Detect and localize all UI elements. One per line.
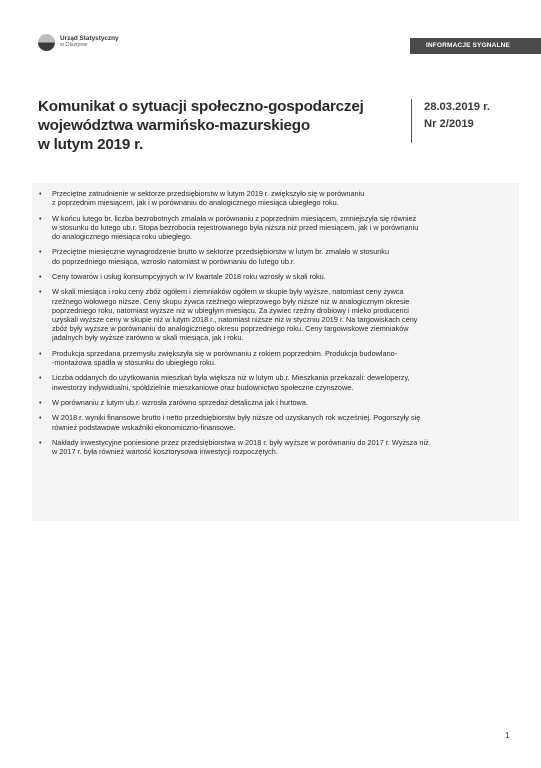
logo-name: Urząd Statystyczny <box>60 35 119 43</box>
bullet-icon: • <box>39 271 42 281</box>
title-line: w lutym 2019 r. <box>38 136 144 153</box>
summary-item <box>39 272 511 281</box>
summary-text: Przeciętne miesięczne wynagrodzenie brutto w sektorze przedsiębiorstw w lutym br. zmalało w stosunku <box>52 247 390 257</box>
summary-item <box>39 214 511 242</box>
summary-text: Nakłady inwestycyjne poniesione przez przedsiębiorstwa w 2018 r. były wyższe w porównaniu do 2017 r. Wyższa niż <box>52 437 429 447</box>
bullet-icon: • <box>39 348 42 358</box>
summary-text: zbóż były wyższe w porównaniu do analogicznego okresu poprzedniego roku. Ceny targowiskowe ziemniaków <box>52 324 409 334</box>
title-line: Komunikat o sytuacji społeczno-gospodarczej <box>38 98 364 115</box>
summary-text: w stosunku do lutego ub.r. Stopa bezrobocia rejestrowanego była niższa niż przed miesiącem, jak i w porównaniu <box>52 222 419 232</box>
summary-text: Liczba oddanych do użytkowania mieszkań była większa niż w lutym ub.r. Mieszkania przekazali: deweloperzy, <box>52 373 410 383</box>
summary-text: do analogicznego miesiąca roku ubiegłego. <box>52 232 192 241</box>
logo-text <box>60 36 119 48</box>
summary-item <box>39 398 511 407</box>
bullet-icon: • <box>39 213 42 223</box>
summary-text: rzeźnego wołowego niższe. Ceny skupu żywca rzeźnego wieprzowego były niższe niż w analogicznym okresie <box>52 296 410 306</box>
summary-text: uzyskali wyższe ceny w skupie niż w lutym 2018 r., natomiast niższe niż w styczniu 2019 r. Na targowiskach ceny <box>52 314 418 324</box>
summary-box <box>32 183 519 521</box>
page-number: 1 <box>505 731 510 740</box>
logo <box>38 34 119 51</box>
logo-location: w Olsztynie <box>60 42 88 49</box>
release-number: Nr 2/2019 <box>424 118 474 130</box>
title-line: województwa warmińsko-mazurskiego <box>38 117 310 134</box>
bullet-icon: • <box>39 413 42 423</box>
bullet-icon: • <box>39 287 42 297</box>
summary-item <box>39 287 511 342</box>
summary-text: W 2018 r. wyniki finansowe brutto i netto przedsiębiorstw były niższe od uzyskanych rok wcześniej. Pogorszyły się <box>52 413 421 423</box>
bullet-icon: • <box>39 247 42 257</box>
summary-text: do poprzedniego miesiąca, wzrosło natomiast w porównaniu do lutego ub.r. <box>52 256 295 266</box>
logo-mark-icon <box>38 34 55 51</box>
summary-item <box>39 413 511 431</box>
summary-text: poprzedniego roku, natomiast wyższe niż w ubiegłym miesiącu. Za żywiec rzeźny drobiowy i mleko producenci <box>52 305 409 315</box>
summary-text: z poprzednim miesiącem, jak i w porównaniu do analogicznego miesiąca ubiegłego roku. <box>52 198 339 208</box>
summary-text: Ceny towarów i usług konsumpcyjnych w IV kwartale 2018 roku wzrosły w skali roku. <box>52 271 326 281</box>
release-meta <box>424 99 490 133</box>
summary-item <box>39 349 511 367</box>
summary-item <box>39 373 511 391</box>
summary-text: również podstawowe wskaźniki ekonomiczno-finansowe. <box>52 422 236 432</box>
release-date: 28.03.2019 r. <box>424 101 490 113</box>
bullet-icon: • <box>39 373 42 383</box>
summary-item <box>39 438 511 456</box>
summary-text: Przeciętne zatrudnienie w sektorze przedsiębiorstw w lutym 2019 r. zwiększyło się w porównaniu <box>52 189 365 198</box>
title-divider <box>411 99 412 143</box>
page-title <box>38 97 378 154</box>
summary-text: W skali miesiąca i roku ceny zbóż ogółem i ziemniaków ogółem w skupie były wyższe, natomiast ceny żywca <box>52 287 404 297</box>
summary-item <box>39 189 511 207</box>
summary-text: W końcu lutego br. liczba bezrobotnych zmalała w porównaniu z poprzednim miesiącem, zmniejszyła się również <box>52 213 417 223</box>
summary-text: W porównaniu z lutym ub.r. wzrosła zarówno sprzedaż detaliczna jak i hurtowa. <box>52 397 308 407</box>
summary-text: Produkcja sprzedana przemysłu zwiększyła się w porównaniu z rokiem poprzednim. Produkcja budowlano- <box>52 348 398 358</box>
summary-text: inwestorzy indywidualni, spółdzielnie mieszkaniowe oraz budownictwo społeczne czynszowe. <box>52 382 354 392</box>
bullet-icon: • <box>39 397 42 407</box>
publication-type-badge: INFORMACJE SYGNALNE <box>410 38 541 54</box>
summary-text: jadalnych były wyższe zarówno w skali miesiąca, jak i roku. <box>52 333 244 343</box>
summary-item <box>39 247 511 265</box>
bullet-icon: • <box>39 437 42 447</box>
bullet-icon: • <box>39 189 42 198</box>
summary-list <box>39 189 511 456</box>
summary-text: -montażowa spadła w stosunku do ubiegłego roku. <box>52 357 216 367</box>
summary-text: w 2017 r. była również wartość kosztorysowa inwestycji rozpoczętych. <box>52 447 278 457</box>
